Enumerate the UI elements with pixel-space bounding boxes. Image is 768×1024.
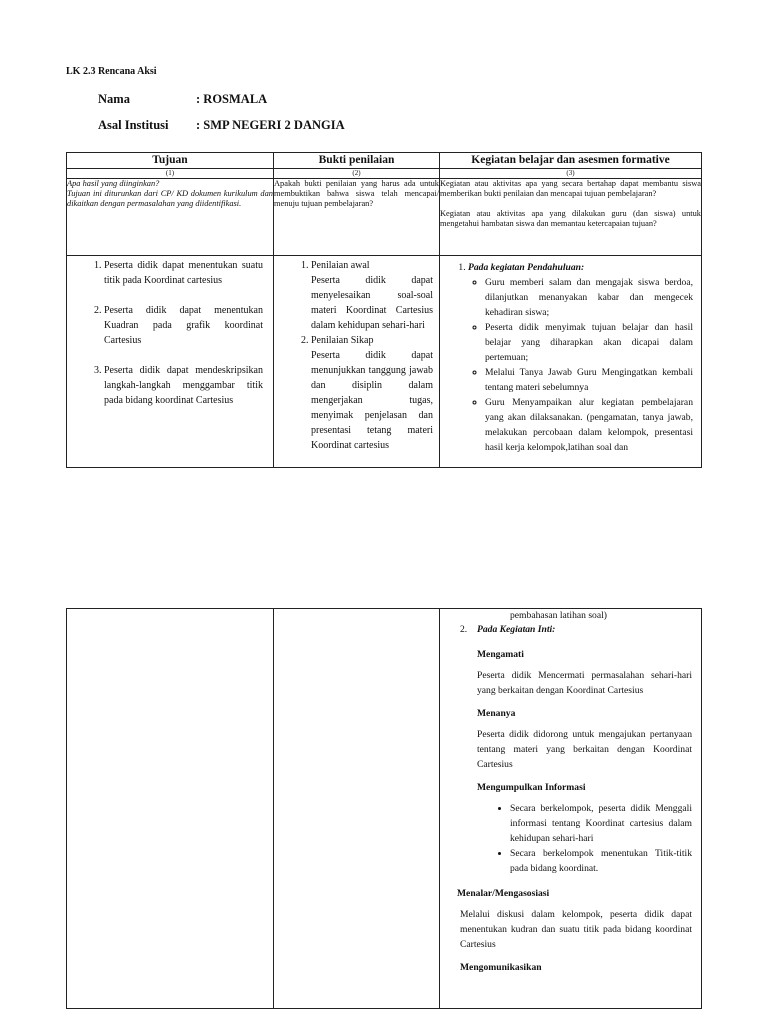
nama-label: Nama xyxy=(98,92,130,106)
bukti-item-text: Peserta didik dapat menyelesaikan soal-soal materi Koordinat Cartesius dalam kehidupan sehari-hari xyxy=(311,275,433,331)
pendahuluan-item: ◦ Guru memberi salam dan mengajak siswa berdoa, dilanjutkan menanyakan kabar dan mengecek kehadiran siswa; xyxy=(485,275,693,320)
header-tujuan: Tujuan xyxy=(67,153,274,169)
kegiatan-clip xyxy=(440,256,701,465)
question-kegiatan-b: Kegiatan atau aktivitas apa yang dilakukan guru (dan siswa) untuk mengetahui hambatan siswa dan memantau ketercapaian tujuan? xyxy=(440,209,701,228)
menalar-title: Menalar/Mengasosiasi xyxy=(457,888,550,899)
bukti-item-title: 2. Penilaian Sikap xyxy=(311,335,374,346)
mengumpulkan-title: Mengumpulkan Informasi xyxy=(477,782,586,793)
document-title: LK 2.3 Rencana Aksi xyxy=(66,66,157,77)
bukti-item xyxy=(311,333,433,453)
tujuan-item: 1. Peserta didik dapat menentukan suatu titik pada Koordinat cartesius xyxy=(104,258,263,288)
menanya-text: Peserta didik didorong untuk mengajukan pertanyaan tentang materi yang berkaitan dengan Koordinat Cartesius xyxy=(477,729,692,770)
question-kegiatan-a: Kegiatan atau aktivitas apa yang secara bertahap dapat membantu siswa memberikan bukti penilaian dan mencapai tujuan pembelajaran? xyxy=(440,179,701,198)
pendahuluan-continued: pembahasan latihan soal) xyxy=(510,610,607,621)
column-number-2: (2) xyxy=(274,169,440,179)
kegiatan-inti: 2. Pada Kegiatan Inti: Mengamati Peserta didik Mencermati permasalahan sehari-hari yang berkaitan dengan Koordinat Cartesius Menanya Peserta didik didorong untuk mengajukan pertanyaan tentang materi yang berkaitan dengan Koordinat Cartesius Mengumpulkan Informasi • Secara berkelompok, peserta didik Menggali informasi tentang Koordinat cartesius dalam kehidupan sehari-hari • Secara berkelompok menentukan Titik-titik pada bidang koordinat. xyxy=(440,622,692,876)
question-kegiatan xyxy=(440,179,702,256)
pendahuluan-title: Pada kegiatan Pendahuluan: xyxy=(468,262,585,273)
bukti-cell-continued xyxy=(274,609,440,1009)
bukti-item xyxy=(311,258,433,333)
tujuan-cell-continued xyxy=(67,609,274,1009)
mengamati-title: Mengamati xyxy=(477,649,524,660)
question-tujuan-a: Apa hasil yang diinginkan? xyxy=(67,179,160,188)
question-tujuan xyxy=(67,179,274,256)
header-kegiatan: Kegiatan belajar dan asesmen formative xyxy=(440,153,702,169)
mengumpulkan-bullets xyxy=(477,801,692,876)
pendahuluan-item: ◦ Peserta didik menyimak tujuan belajar dan hasil belajar yang diharapkan akan dicapai dalam pertemuan; xyxy=(485,320,693,365)
nama-value: : ROSMALA xyxy=(196,92,268,106)
institusi-value: : SMP NEGERI 2 DANGIA xyxy=(196,118,345,132)
nama-row xyxy=(98,92,267,107)
pendahuluan-item: ◦ Melalui Tanya Jawab Guru Mengingatkan kembali tentang materi sebelumnya xyxy=(485,365,693,395)
rencana-aksi-table-page-2 xyxy=(66,608,702,1009)
pendahuluan-item: ◦ Guru Menyampaikan alur kegiatan pembelajaran yang akan dilaksanakan. (pengamatan, tanya jawab, melakukan percobaan dalam kelompok, presentasi hasil kerja kelompok,latihan soal dan xyxy=(485,395,693,455)
column-number-1: (1) xyxy=(67,169,274,179)
header-bukti-penilaian: Bukti penilaian xyxy=(274,153,440,169)
mengamati-text: Peserta didik Mencermati permasalahan sehari-hari yang berkaitan dengan Koordinat Cartesius xyxy=(477,670,692,696)
bukti-cell xyxy=(274,256,440,468)
pendahuluan-bullets xyxy=(468,275,693,455)
question-tujuan-b: Tujuan ini diturunkan dari CP/ KD dokumen kurikulum dan dikaitkan dengan permasalahan yang diidentifikasi. xyxy=(67,189,273,208)
kegiatan-pendahuluan xyxy=(468,260,693,455)
mengomunikasikan-title: Mengomunikasikan xyxy=(460,962,542,973)
institusi-row xyxy=(98,118,345,133)
content-row xyxy=(67,256,702,468)
column-number-3: (3) xyxy=(440,169,702,179)
guiding-questions-row xyxy=(67,179,702,256)
bukti-list xyxy=(274,258,433,453)
continuation-row xyxy=(67,609,702,1009)
kegiatan-cell-continued xyxy=(440,609,702,1009)
tujuan-list xyxy=(67,258,263,408)
bukti-item-text: Peserta didik dapat menunjukkan tanggung jawab dan disiplin dalam mengerjakan tugas, menyimak penjelasan dan presentasi tetang materi Koordinat cartesius xyxy=(311,350,433,451)
kegiatan-cell xyxy=(440,256,702,468)
tujuan-cell xyxy=(67,256,274,468)
menalar-text: Melalui diskusi dalam kelompok, peserta didik dapat menentukan kudran dan suatu titik pada bidang koordinat Cartesius xyxy=(460,909,692,950)
kegiatan-continued-clip xyxy=(440,609,701,1007)
menanya-title: Menanya xyxy=(477,708,516,719)
column-number-row xyxy=(67,169,702,179)
bukti-item-title: 1. Penilaian awal xyxy=(311,260,370,271)
question-bukti: Apakah bukti penilaian yang harus ada untuk membuktikan bahwa siswa telah mencapai/ menuju tujuan pembelajaran? xyxy=(274,179,440,256)
inti-title: Pada Kegiatan Inti: xyxy=(477,624,556,635)
header-row xyxy=(67,153,702,169)
tujuan-item: 3. Peserta didik dapat mendeskripsikan langkah-langkah menggambar titik pada bidang koordinat Cartesius xyxy=(104,363,263,408)
kegiatan-menalar xyxy=(440,886,692,975)
rencana-aksi-table-page-1 xyxy=(66,152,702,468)
institusi-label: Asal Institusi xyxy=(98,118,169,132)
mengumpulkan-item: • Secara berkelompok, peserta didik Menggali informasi tentang Koordinat cartesius dalam kehidupan sehari-hari xyxy=(510,801,692,846)
mengumpulkan-item: • Secara berkelompok menentukan Titik-titik pada bidang koordinat. xyxy=(510,846,692,876)
kegiatan-list xyxy=(440,260,693,455)
tujuan-item: 2. Peserta didik dapat menentukan Kuadran pada grafik koordinat Cartesius xyxy=(104,303,263,348)
